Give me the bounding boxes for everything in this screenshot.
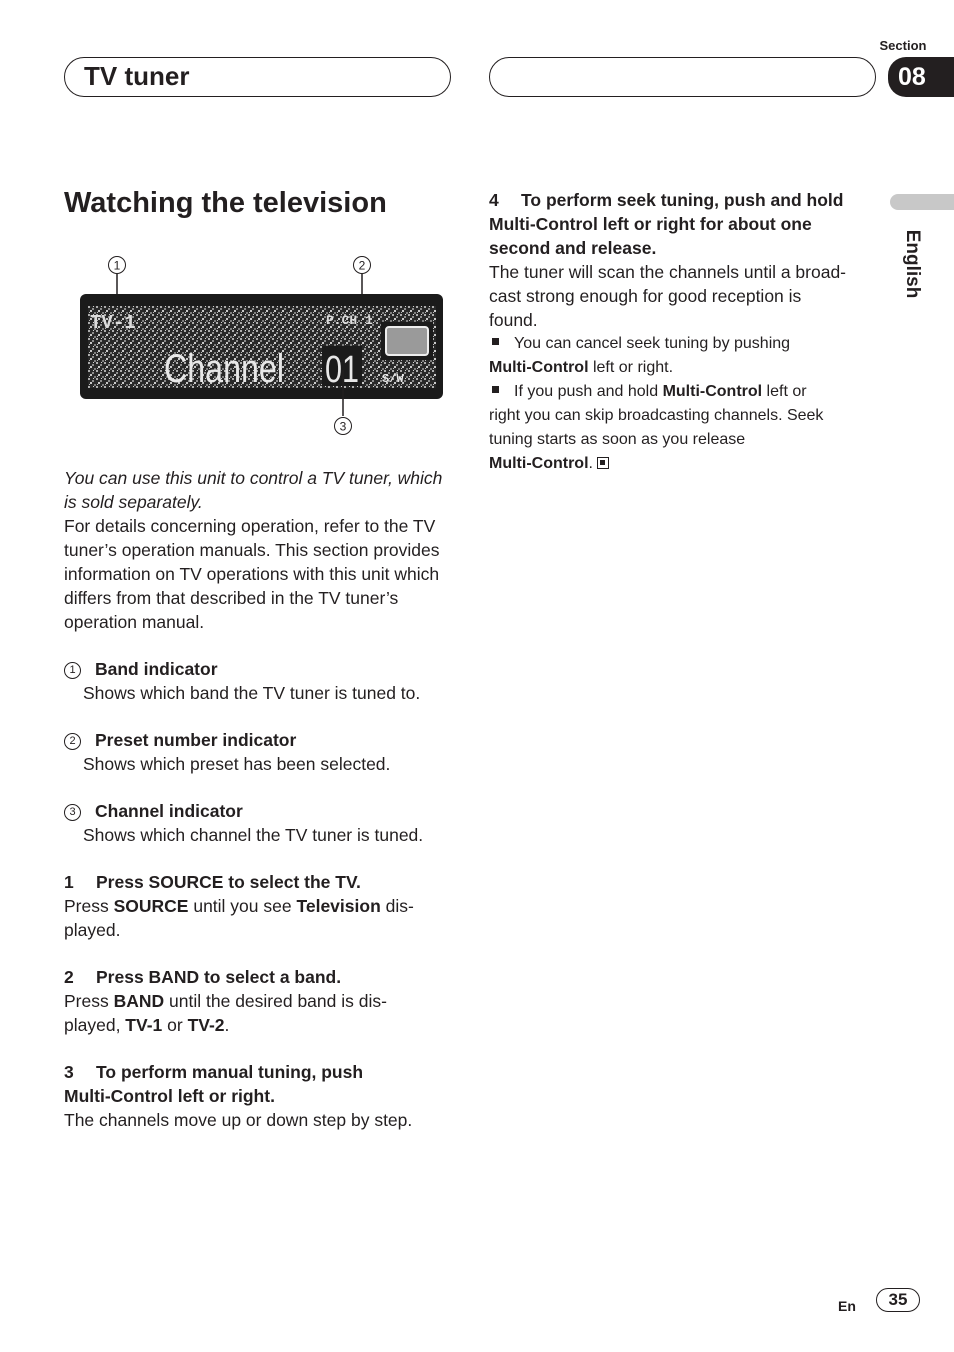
indicator-number: 2 <box>64 733 81 750</box>
language-tab-bar <box>890 194 954 210</box>
chapter-title: TV tuner <box>84 61 190 91</box>
end-of-section-icon <box>597 457 609 469</box>
step-title: Press SOURCE to select the TV. <box>96 872 361 892</box>
right-column <box>489 188 879 476</box>
step-number: 4 <box>489 190 499 210</box>
indicator-title: Preset number indicator <box>95 730 297 750</box>
indicator-item <box>64 799 448 847</box>
step-title: Press BAND to select a band. <box>96 967 342 987</box>
lcd-bottom-right-text: S/W <box>382 372 404 386</box>
indicator-title: Channel indicator <box>95 801 243 821</box>
footer-language: En <box>838 1298 856 1314</box>
page-heading: Watching the television <box>64 187 387 219</box>
indicator-desc: Shows which preset has been selected. <box>83 754 391 774</box>
step-3: 3 To perform manual tuning, push Multi-Control left or right. The channels move up or down step by step. <box>64 1060 448 1132</box>
step-4: 4 To perform seek tuning, push and hold Multi-Control left or right for about one second and release. The tuner will scan the channels until a broad- cast strong enough for good reception is found. You can cancel seek tuning by pushing Multi-Control left or right. If you push and hold Multi-Control left or right you can skip broadcasting channels. Seek tuning starts as soon as you release Multi-Control. <box>489 188 879 476</box>
indicator-desc: Shows which band the TV tuner is tuned to. <box>83 683 421 703</box>
lcd-preset-text: P.CH 1 <box>326 313 373 328</box>
indicator-number: 1 <box>64 662 81 679</box>
note-item: You can cancel seek tuning by pushing Multi-Control left or right. <box>489 335 791 376</box>
step-number: 1 <box>64 872 74 892</box>
step-desc: The channels move up or down step by step. <box>64 1110 413 1130</box>
step-2: 2 Press BAND to select a band. Press BAND until the desired band is dis- played, TV-1 or TV-2. <box>64 967 387 1035</box>
intro-body: For details concerning operation, refer to the TV tuner’s operation manuals. This section provides information on TV operations with this unit which differs from that described in the TV tuner’s operation manual. <box>64 516 440 632</box>
step-number: 3 <box>64 1062 74 1082</box>
step-1: 1 Press SOURCE to select the TV. Press SOURCE until you see Television dis- played. <box>64 872 414 940</box>
bullet-icon <box>492 386 499 393</box>
lcd-band-text: TV-1 <box>90 312 136 334</box>
section-label: Section <box>879 38 927 53</box>
tv-icon <box>386 327 428 355</box>
step-number: 2 <box>64 967 74 987</box>
step-title: To perform manual tuning, push <box>96 1062 364 1082</box>
left-column <box>64 466 448 1132</box>
callout-1-label: 1 <box>113 258 121 273</box>
indicator-desc: Shows which channel the TV tuner is tuned. <box>83 825 424 845</box>
note-item: If you push and hold Multi-Control left or right you can skip broadcasting channels. Seek tuning starts as soon as you release Multi-Control. <box>489 383 824 472</box>
callout-2-label: 2 <box>358 258 366 273</box>
indicator-item <box>64 657 448 705</box>
callout-3-label: 3 <box>339 419 347 434</box>
lcd-channel-number: 01 <box>325 349 359 391</box>
page-number: 35 <box>876 1288 920 1312</box>
indicator-item <box>64 728 448 776</box>
display-diagram <box>64 250 454 445</box>
header-right-frame <box>489 57 876 97</box>
language-label: English <box>902 229 923 299</box>
lcd-channel-word: Channel <box>164 347 284 391</box>
intro-italic: You can use this unit to control a TV tuner, which is sold separately. <box>64 468 443 512</box>
indicator-title: Band indicator <box>95 659 218 679</box>
section-number-tab: 08 <box>888 57 954 97</box>
bullet-icon <box>492 338 499 345</box>
step-desc: The tuner will scan the channels until a broad- cast strong enough for good reception is found. <box>489 262 847 330</box>
indicator-number: 3 <box>64 804 81 821</box>
